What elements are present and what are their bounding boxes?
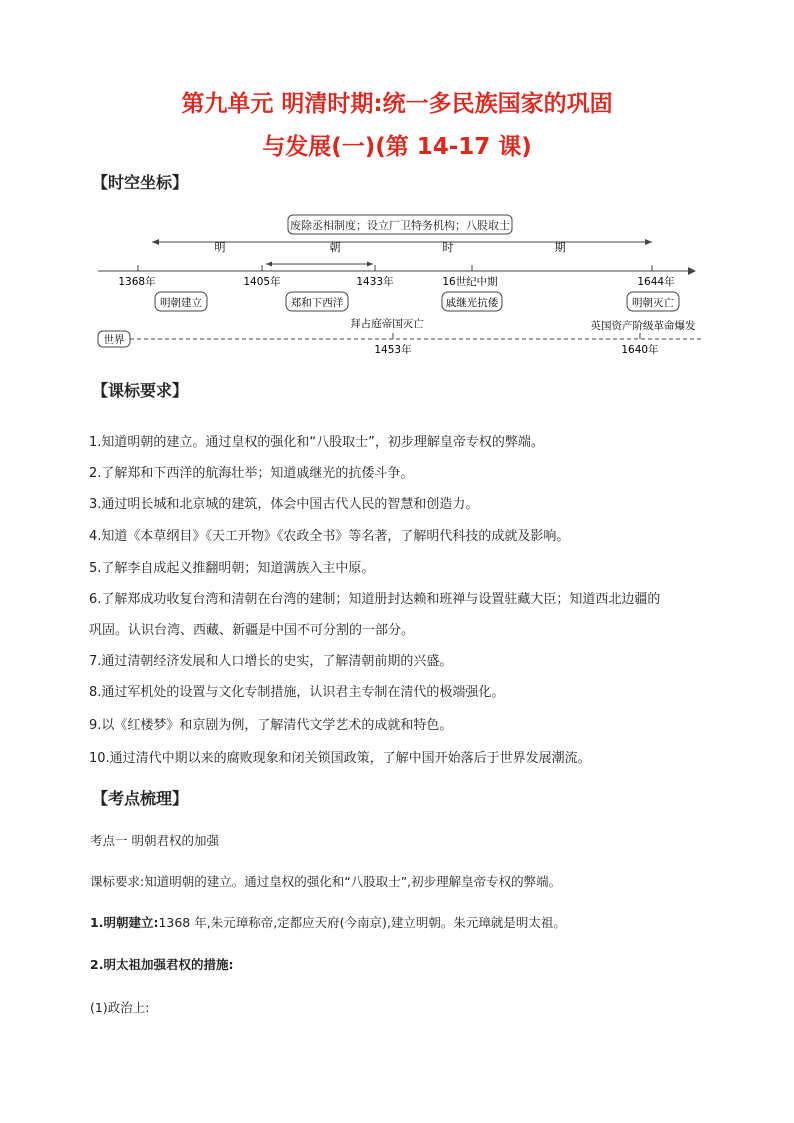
period-char-3: 时	[442, 241, 454, 254]
event-label-2: 郑和下西洋	[290, 297, 344, 309]
point-1-heading: 考点一 明朝君权的加强	[90, 833, 219, 848]
review-heading: 【考点梳理】	[92, 789, 189, 808]
requirement-2: 2.了解郑和下西洋的航海壮举；知道戚继光的抗倭斗争。	[89, 466, 414, 481]
event-label-4: 明朝灭亡	[632, 297, 674, 309]
requirement-4: 4.知道《本草纲目》《天工开物》《农政全书》等名著，了解明代科技的成就及影响。	[89, 529, 570, 544]
standards-heading: 【课标要求】	[92, 381, 189, 400]
event-label-1: 明朝建立	[160, 297, 202, 309]
world-label: 世界	[103, 334, 125, 346]
axis-arrow	[688, 267, 696, 275]
world-event-label-1: 拜占庭帝国灭亡	[350, 318, 424, 330]
requirement-9: 9.以《红楼梦》和京剧为例，了解清代文学艺术的成就和特色。	[89, 718, 453, 733]
range-arrow-left	[152, 239, 159, 245]
item-2-sub: (1)政治上:	[90, 1000, 150, 1015]
zhenghe-arrow-right	[367, 262, 373, 267]
year-label-1433: 1433年	[356, 276, 394, 288]
range-arrow-right	[645, 239, 652, 245]
year-label-1644: 1644年	[637, 276, 675, 288]
requirement-6: 6.了解郑成功收复台湾和清朝在台湾的建制；知道册封达赖和班禅与设置驻藏大臣；知道西北边疆的	[89, 592, 661, 607]
item-1-label: 1.明朝建立:	[90, 915, 159, 930]
timeline-diagram	[90, 205, 710, 365]
timeline-top-box-text: 废除丞相制度；设立厂卫特务机构；八股取士	[290, 219, 510, 232]
point-1-requirement: 课标要求:知道明朝的建立。通过皇权的强化和“八股取士”,初步理解皇帝专权的弊端。	[90, 874, 562, 889]
page-title-line-1: 第九单元 明清时期:统一多民族国家的巩固	[181, 91, 613, 117]
period-char-4: 期	[554, 241, 566, 254]
zhenghe-arrow-left	[266, 262, 272, 267]
period-char-2: 朝	[329, 241, 341, 254]
requirement-1: 1.知道明朝的建立。通过皇权的强化和“八股取士”，初步理解皇帝专权的弊端。	[89, 435, 544, 450]
world-year-1453: 1453年	[374, 344, 412, 356]
event-label-3: 戚继光抗倭	[445, 297, 499, 309]
year-label-16c: 16世纪中期	[442, 276, 498, 288]
requirement-6-continued: 巩固。认识台湾、西藏、新疆是中国不可分割的一部分。	[89, 623, 415, 638]
page-title-line-2: 与发展(一)(第 14-17 课)	[262, 134, 532, 160]
item-2-heading: 2.明太祖加强君权的措施:	[90, 957, 234, 972]
year-label-1405: 1405年	[243, 276, 281, 288]
world-event-label-2: 英国资产阶级革命爆发	[590, 320, 696, 332]
timeline-heading: 【时空坐标】	[92, 173, 189, 192]
requirement-10: 10.通过清代中期以来的腐败现象和闭关锁国政策，了解中国开始落后于世界发展潮流。	[89, 751, 591, 766]
world-year-1640: 1640年	[621, 344, 659, 356]
year-label-1368: 1368年	[118, 276, 156, 288]
item-1-text: 1368 年,朱元璋称帝,定都应天府(今南京),建立明朝。朱元璋就是明太祖。	[158, 915, 566, 930]
requirement-8: 8.通过军机处的设置与文化专制措施，认识君主专制在清代的极端强化。	[89, 685, 505, 700]
requirement-7: 7.通过清朝经济发展和人口增长的史实，了解清朝前期的兴盛。	[89, 654, 453, 669]
period-char-1: 明	[214, 241, 226, 254]
requirement-3: 3.通过明长城和北京城的建筑，体会中国古代人民的智慧和创造力。	[89, 497, 479, 512]
requirement-5: 5.了解李自成起义推翻明朝；知道满族入主中原。	[89, 561, 375, 576]
item-1	[90, 913, 566, 931]
